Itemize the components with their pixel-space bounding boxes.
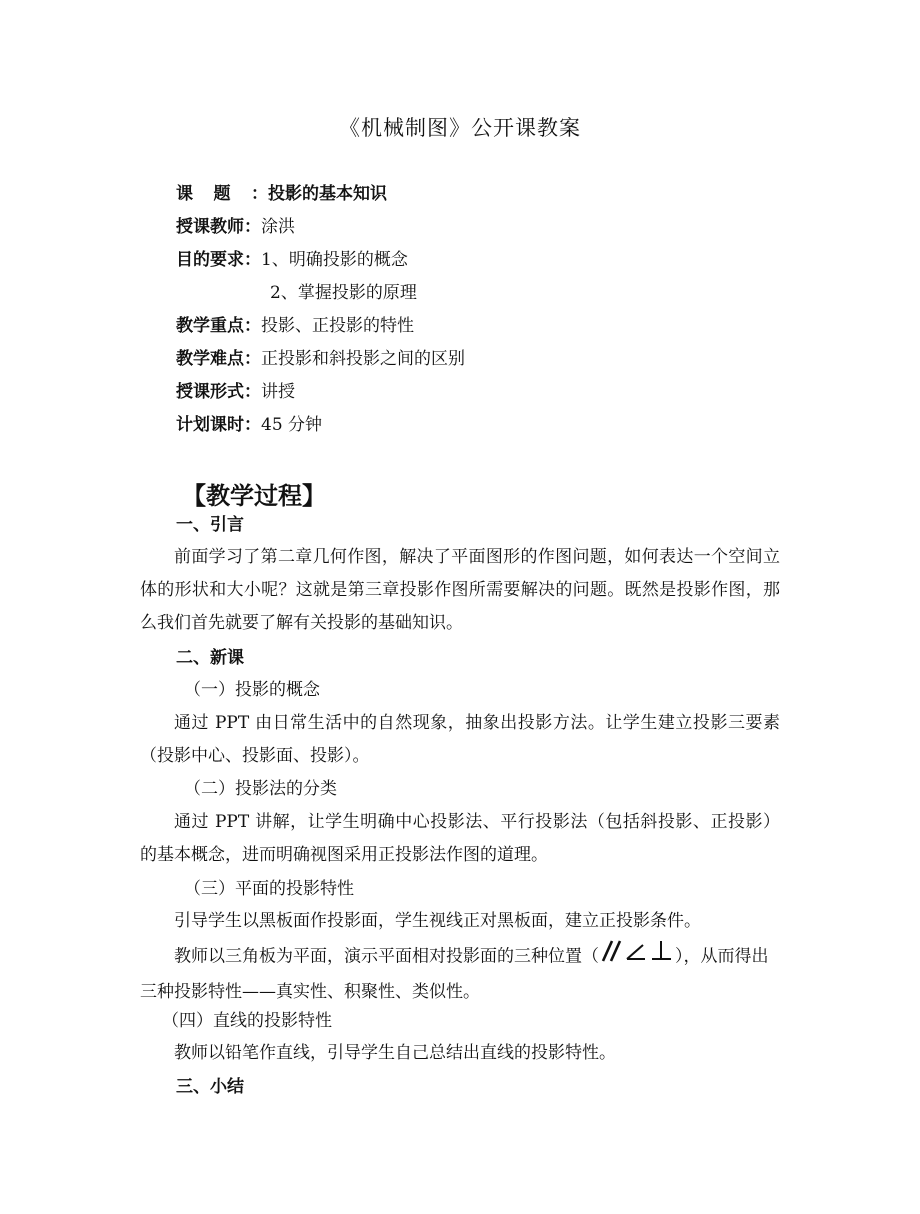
meta-form-row (176, 379, 295, 405)
process-heading: 【教学过程】 (182, 482, 326, 510)
key-value: 投影、正投影的特性 (261, 316, 414, 336)
meta-goal-row (176, 247, 408, 273)
para2-part-a: 教师以三角板为平面，演示平面相对投影面的三种位置（ (174, 946, 599, 967)
meta-key-row (176, 313, 414, 339)
subsection-3-title: （三）平面的投影特性 (184, 879, 354, 899)
goal-label: 目的要求： (176, 250, 261, 270)
subsection-4-paragraph: 教师以铅笔作直线，引导学生自己总结出直线的投影特性。 (174, 1043, 616, 1063)
time-label: 计划课时： (176, 415, 261, 435)
teacher-value: 涂洪 (261, 217, 295, 237)
difficult-value: 正投影和斜投影之间的区别 (261, 349, 465, 369)
subsection-2-paragraph: 通过 PPT 讲解，让学生明确中心投影法、平行投影法（包括斜投影、正投影）的基本概念，进而明确视图采用正投影法作图的道理。 (140, 812, 780, 865)
time-value: 45 分钟 (261, 415, 323, 435)
form-value: 讲授 (261, 382, 295, 402)
subsection-1-title: （一）投影的概念 (184, 680, 320, 700)
topic-value: 投影的基本知识 (268, 184, 387, 204)
subsection-4-title: （四）直线的投影特性 (162, 1011, 332, 1031)
para2-part-b: ），从而得出三种投影特性——真实性、积聚性、类似性。 (140, 946, 769, 1002)
subsection-1-paragraph: 通过 PPT 由日常生活中的自然现象，抽象出投影方法。让学生建立投影三要素（投影中心、投影面、投影）。 (140, 713, 780, 766)
goal-item-1: 1、明确投影的概念 (261, 250, 408, 270)
section-2-title: 二、新课 (176, 648, 244, 668)
goal-item-2: 2、掌握投影的原理 (270, 283, 417, 303)
key-label: 教学重点： (176, 316, 261, 336)
topic-label: 课题： (176, 184, 268, 204)
subsection-3-paragraph-1: 引导学生以黑板面作投影面，学生视线正对黑板面，建立正投影条件。 (174, 911, 701, 931)
form-label: 授课形式： (176, 382, 261, 402)
section-3-title: 三、小结 (176, 1077, 244, 1097)
section-1-paragraph: 前面学习了第二章几何作图，解决了平面图形的作图问题，如何表达一个空间立体的形状和大小呢？这就是第三章投影作图所需要解决的问题。既然是投影作图，那么我们首先就要了解有关投影的基础知识。 (140, 547, 780, 633)
meta-time-row (176, 412, 322, 438)
meta-topic-row (176, 181, 387, 207)
position-symbols-icon (599, 938, 675, 976)
meta-teacher-row (176, 214, 295, 240)
difficult-label: 教学难点： (176, 349, 261, 369)
section-1-title: 一、引言 (176, 515, 244, 535)
subsection-3-paragraph-2 (140, 938, 780, 1009)
teacher-label: 授课教师： (176, 217, 261, 237)
document-title: 《机械制图》公开课教案 (339, 116, 581, 140)
meta-difficult-row (176, 346, 465, 372)
subsection-2-title: （二）投影法的分类 (184, 779, 337, 799)
